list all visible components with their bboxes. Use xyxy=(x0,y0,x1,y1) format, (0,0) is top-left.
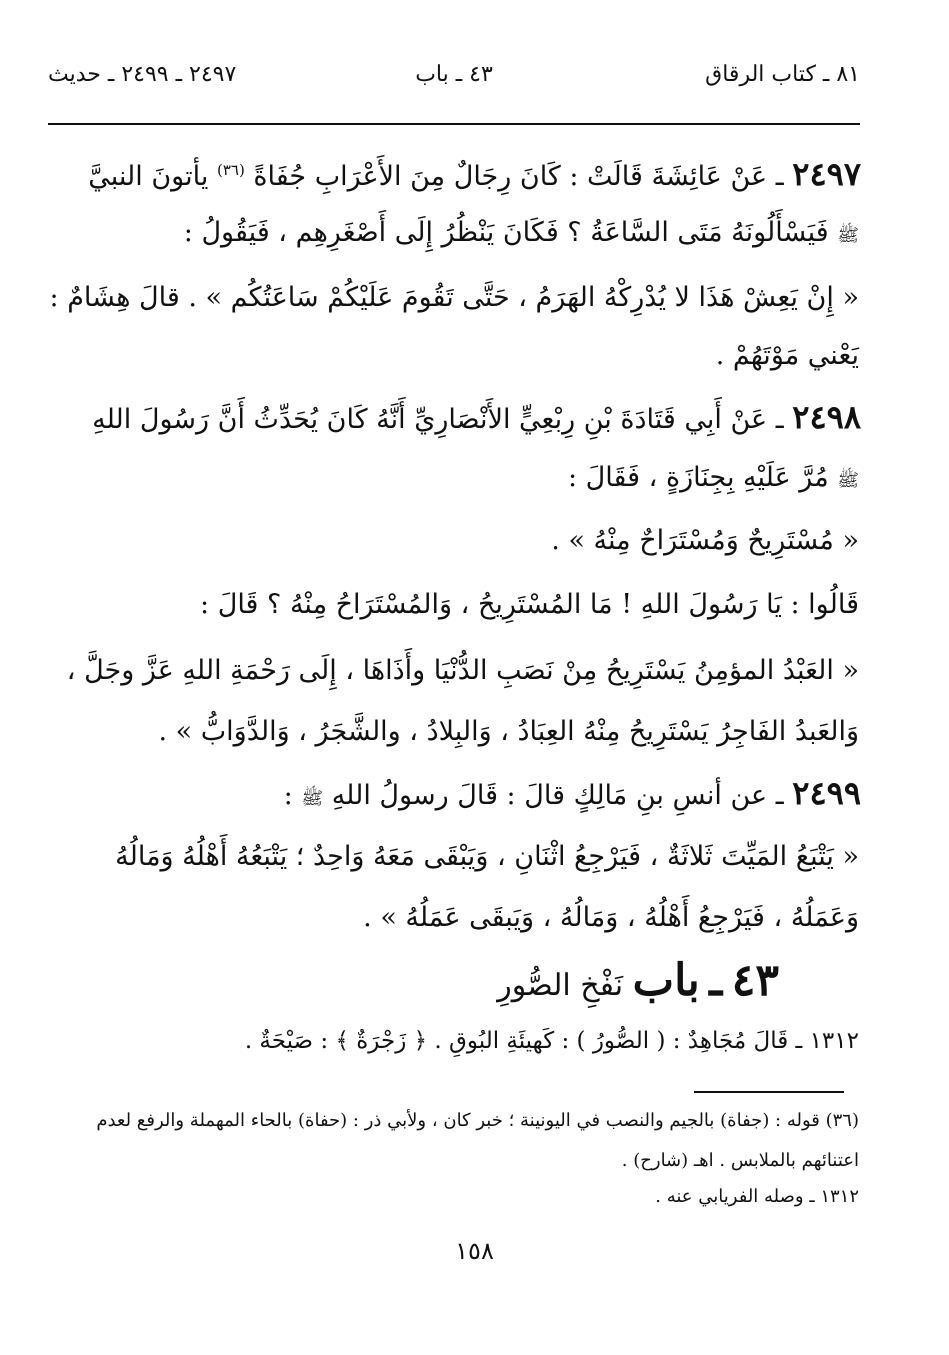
hadith-2497-line-2 xyxy=(184,213,859,256)
running-header xyxy=(48,62,860,102)
hadith-2498-line-5 xyxy=(67,651,859,691)
hadith-number: ٢٤٩٨ xyxy=(792,398,861,436)
header-chapter: ٤٣ ـ باب xyxy=(415,62,493,87)
hadith-number: ٢٤٩٩ xyxy=(792,774,861,812)
footnote-marker: (٣٦) xyxy=(216,161,245,179)
header-book-title: ٨١ ـ كتاب الرقاق xyxy=(705,62,860,87)
hadith-2498-line-3 xyxy=(551,521,859,561)
salutation-icon: ﷺ xyxy=(837,470,859,491)
hadith-text: : xyxy=(283,780,293,811)
hadith-2499-line-3 xyxy=(363,898,859,938)
chapter-dash: ـ xyxy=(709,955,723,1006)
hadith-text: يأتونَ النبيَّ xyxy=(88,161,209,192)
hadith-number: ٢٤٩٧ xyxy=(792,155,861,193)
hadith-text: وَعَمَلُهُ ، فَيَرْجِعُ أَهْلُهُ ، وَمَالُهُ ، وَيَبقَى عَمَلُهُ » . xyxy=(363,902,859,933)
chapter-heading xyxy=(497,955,779,1006)
hadith-text: « العَبْدُ المؤمِنُ يَسْتَرِيحُ مِنْ نَصَبِ الدُّنْيَا وأَذَاهَا ، إِلَى رَحْمَةِ اللهِ عَزَّ وجَلَّ ، xyxy=(66,655,859,686)
hadith-2498-line-6 xyxy=(159,712,860,752)
page-number: ١٥٨ xyxy=(455,1237,494,1265)
footnote-1312: ١٣١٢ ـ وصله الفريابي عنه . xyxy=(655,1186,859,1207)
hadith-2497-line-4 xyxy=(716,336,859,376)
header-rule xyxy=(48,123,860,125)
hadith-text: يَعْني مَوْتَهُمْ . xyxy=(715,340,859,371)
hadith-2499-line-1 xyxy=(284,773,861,819)
chapter-number: ٤٣ xyxy=(731,955,779,1006)
hadith-2499-line-2 xyxy=(115,837,859,877)
hadith-2497-line-3 xyxy=(50,278,859,318)
taliq-1312: ١٣١٢ ـ قَالَ مُجَاهِدٌ : ( الصُّورُ ) : كَهيئَةِ البُوقِ . ﴿ زَجْرَةٌ ﴾ : صَيْحَةٌ . xyxy=(244,1028,859,1054)
hadith-2498-line-1 xyxy=(92,397,861,440)
footnote-rule xyxy=(694,1091,844,1093)
footnote-36: (٣٦) قوله : (جفاة) بالجيم والنصب في اليونينة ؛ خبر كان ، ولأبي ذر : (حفاة) بالحاء المهملة والرفع لعدم xyxy=(96,1110,859,1131)
hadith-2498-line-2 xyxy=(568,458,859,501)
hadith-text: ـ عَنْ عَائِشَةَ قَالَتْ : كَانَ رِجَالٌ مِنَ الأَعْرَابِ جُفَاةً xyxy=(253,161,784,192)
footnote-36-cont: اعتنائهم بالملابس . اهـ (شارح) . xyxy=(621,1150,859,1171)
hadith-2497-line-1 xyxy=(88,150,861,197)
chapter-subtitle: نَفْخِ الصُّورِ xyxy=(497,968,624,1003)
hadith-text: « يَتْبَعُ المَيِّتَ ثَلاثَةٌ ، فَيَرْجِعُ اثْنَانِ ، وَيَبْقَى مَعَهُ وَاحِدٌ ؛ يَتْبَعُهُ أَهْلُهُ وَمَالُهُ xyxy=(115,841,859,872)
hadith-text: « مُسْتَرِيحٌ وَمُسْتَرَاحٌ مِنْهُ » . xyxy=(551,525,859,556)
chapter-word: باب xyxy=(632,955,700,1006)
hadith-text: ـ عَنْ أَبِي قَتَادَةَ بْنِ رِبْعِيٍّ الأَنْصَارِيِّ أَنَّهُ كَانَ يُحَدِّثُ أَنَّ رَسُولَ اللهِ xyxy=(92,404,784,435)
hadith-text: ـ عن أنسِ بنِ مَالِكٍ قالَ : قَالَ رسولُ اللهِ xyxy=(331,780,784,811)
salutation-icon: ﷺ xyxy=(837,225,859,246)
hadith-text: قَالُوا : يَا رَسُولَ اللهِ ! مَا المُسْتَرِيحُ ، وَالمُسْتَرَاحُ مِنْهُ ؟ قَالَ : xyxy=(200,589,859,620)
hadith-text: مُرَّ عَلَيْهِ بِجِنَازَةٍ ، فَقَالَ : xyxy=(567,462,829,493)
salutation-icon: ﷺ xyxy=(301,788,324,809)
hadith-text: « إِنْ يَعِشْ هَذَا لا يُدْرِكْهُ الهَرَمُ ، حَتَّى تَقُومَ عَلَيْكُمْ سَاعَتُكُم » . قالَ هِشَامٌ : xyxy=(49,282,859,313)
header-hadith-range: ٢٤٩٧ ـ ٢٤٩٩ ـ حديث xyxy=(48,62,237,87)
hadith-text: فَيَسْأَلُونَهُ مَتَى السَّاعَةُ ؟ فَكَانَ يَنْظُرُ إِلَى أَصْغَرِهِم ، فَيَقُولُ : xyxy=(183,217,829,248)
hadith-2498-line-4 xyxy=(200,585,859,625)
hadith-text: وَالعَبدُ الفَاجِرُ يَسْتَرِيحُ مِنْهُ العِبَادُ ، وَالبِلادُ ، والشَّجَرُ ، وَالدَّوَابُّ » . xyxy=(158,716,859,747)
